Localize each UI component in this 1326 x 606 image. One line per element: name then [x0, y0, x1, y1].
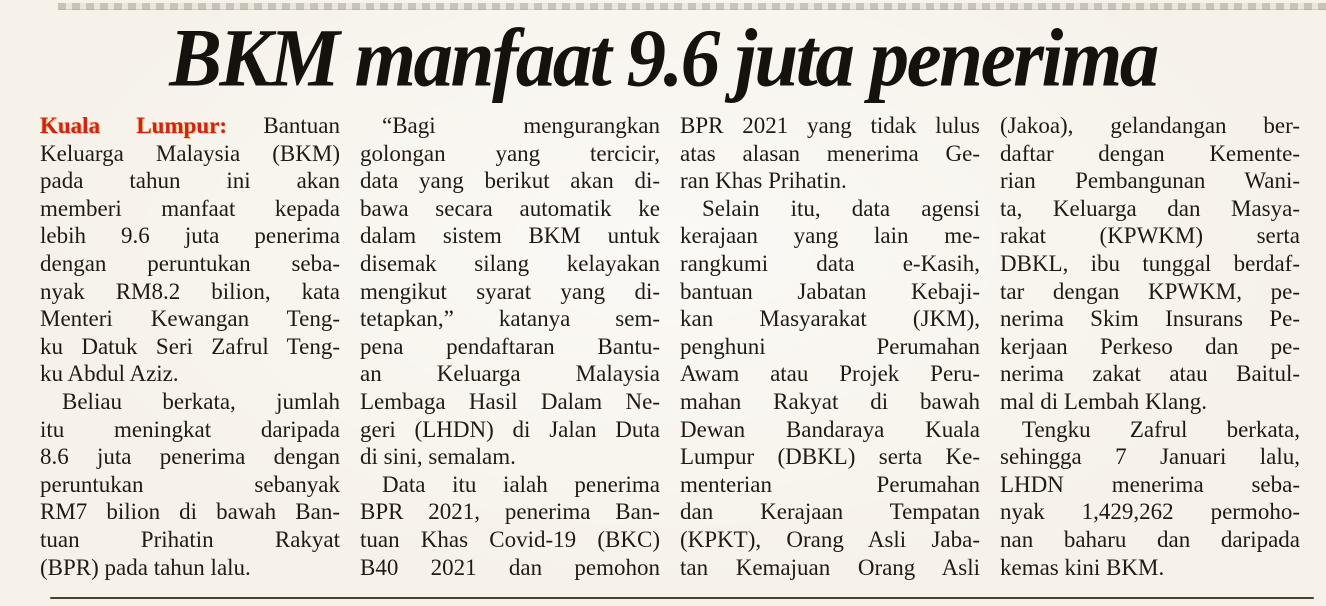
dateline: Kuala Lumpur:	[40, 113, 228, 138]
article-line: Keluarga Malaysia (BKM)	[40, 140, 340, 166]
article-line: rakat (KPWKM) serta	[1000, 223, 1300, 249]
headline: BKM manfaat 9.6 juta penerima	[169, 13, 1157, 105]
article-column	[1000, 112, 1300, 581]
article-line: Dewan Bandaraya Kuala	[680, 416, 980, 442]
article-line: Selain itu, data agensi	[702, 195, 980, 221]
article-line: lebih 9.6 juta penerima	[40, 223, 340, 249]
article-line: kemas kini BKM.	[1000, 554, 1165, 580]
article-line: ta, Keluarga dan Masya-	[1000, 195, 1300, 221]
article-line: nan baharu dan daripada	[1000, 526, 1300, 552]
article-line: Data itu ialah penerima	[382, 471, 660, 497]
article-line: data yang berikut akan di-	[360, 168, 660, 194]
article-line: tan Kemajuan Orang Asli	[680, 554, 980, 580]
article-line: bawa secara automatik ke	[360, 195, 660, 221]
article-line: (BPR) pada tahun lalu.	[40, 554, 251, 580]
article-line: 8.6 juta penerima dengan	[40, 444, 340, 470]
article-line: Lumpur (DBKL) serta Ke-	[680, 444, 980, 470]
article-line: nerima Skim Insurans Pe-	[1000, 306, 1300, 332]
article-line: ku Abdul Aziz.	[40, 361, 179, 387]
article-line: tetapkan,” katanya sem-	[360, 306, 660, 332]
article-line: Beliau berkata, jumlah	[62, 388, 340, 414]
article-line: pena pendaftaran Bantu-	[360, 333, 660, 359]
article-line: RM7 bilion di bawah Ban-	[40, 499, 340, 525]
article-line: kerjaan Perkeso dan pe-	[1000, 333, 1300, 359]
article-line: memberi manfaat kepada	[40, 195, 340, 221]
article-line: B40 2021 dan pemohon	[360, 554, 660, 580]
article-body	[40, 112, 1302, 581]
article-line: peruntukan sebanyak	[40, 471, 340, 497]
article-line: nerima zakat atau Baitul-	[1000, 361, 1300, 387]
article-line: Tengku Zafrul berkata,	[1022, 416, 1300, 442]
article-line: tuan Khas Covid-19 (BKC)	[360, 526, 660, 552]
article-line: geri (LHDN) di Jalan Duta	[360, 416, 660, 442]
article-line: (KPKT), Orang Asli Jaba-	[680, 526, 980, 552]
article-line: pada tahun ini akan	[40, 168, 340, 194]
article-column	[680, 112, 980, 581]
article-column	[40, 112, 340, 581]
article-line: Awam atau Projek Peru-	[680, 361, 980, 387]
article-line: dengan peruntukan seba-	[40, 250, 340, 276]
article-line: mahan Rakyat di bawah	[680, 388, 980, 414]
bottom-rule	[50, 597, 1314, 599]
article-line: rangkumi data e-Kasih,	[680, 250, 980, 276]
article-line: DBKL, ibu tunggal berdaf-	[1000, 250, 1300, 276]
article-line: dan Kerajaan Tempatan	[680, 499, 980, 525]
article-line: rian Pembangunan Wani-	[1000, 168, 1300, 194]
article-line: BPR 2021 yang tidak lulus	[680, 113, 980, 138]
article-line: mengikut syarat yang di-	[360, 278, 660, 304]
article-line: menterian Perumahan	[680, 471, 980, 497]
article-line: mal di Lembah Klang.	[1000, 388, 1207, 414]
article-line: (Jakoa), gelandangan ber-	[1000, 113, 1300, 138]
article-line: daftar dengan Kemente-	[1000, 140, 1300, 166]
scan-artifact-strip	[58, 3, 1326, 10]
article-line: kan Masyarakat (JKM),	[680, 306, 980, 332]
article-line: BPR 2021, penerima Ban-	[360, 499, 660, 525]
article-line: sehingga 7 Januari lalu,	[1000, 444, 1300, 470]
article-line: nyak RM8.2 bilion, kata	[40, 278, 340, 304]
article-line: an Keluarga Malaysia	[360, 361, 660, 387]
article-line: atas alasan menerima Ge-	[680, 140, 980, 166]
article-line: di sini, semalam.	[360, 444, 516, 470]
article-line: kerajaan yang lain me-	[680, 223, 980, 249]
article-line: Kuala Lumpur: Bantuan	[40, 113, 340, 138]
article-line: Lembaga Hasil Dalam Ne-	[360, 388, 660, 414]
article-line: disemak silang kelayakan	[360, 250, 660, 276]
article-line: itu meningkat daripada	[40, 416, 340, 442]
article-line: penghuni Perumahan	[680, 333, 980, 359]
article-line: golongan yang tercicir,	[360, 140, 660, 166]
article-line: LHDN menerima seba-	[1000, 471, 1300, 497]
article-line: Menteri Kewangan Teng-	[40, 306, 340, 332]
article-line: bantuan Jabatan Kebaji-	[680, 278, 980, 304]
article-line: ku Datuk Seri Zafrul Teng-	[40, 333, 340, 359]
article-line: ran Khas Prihatin.	[680, 168, 847, 194]
article-line: tar dengan KPWKM, pe-	[1000, 278, 1300, 304]
article-line: “Bagi mengurangkan	[382, 113, 660, 138]
article-column	[360, 112, 660, 581]
article-line: dalam sistem BKM untuk	[360, 223, 660, 249]
article-line: nyak 1,429,262 permoho-	[1000, 499, 1300, 525]
article-line: tuan Prihatin Rakyat	[40, 526, 340, 552]
